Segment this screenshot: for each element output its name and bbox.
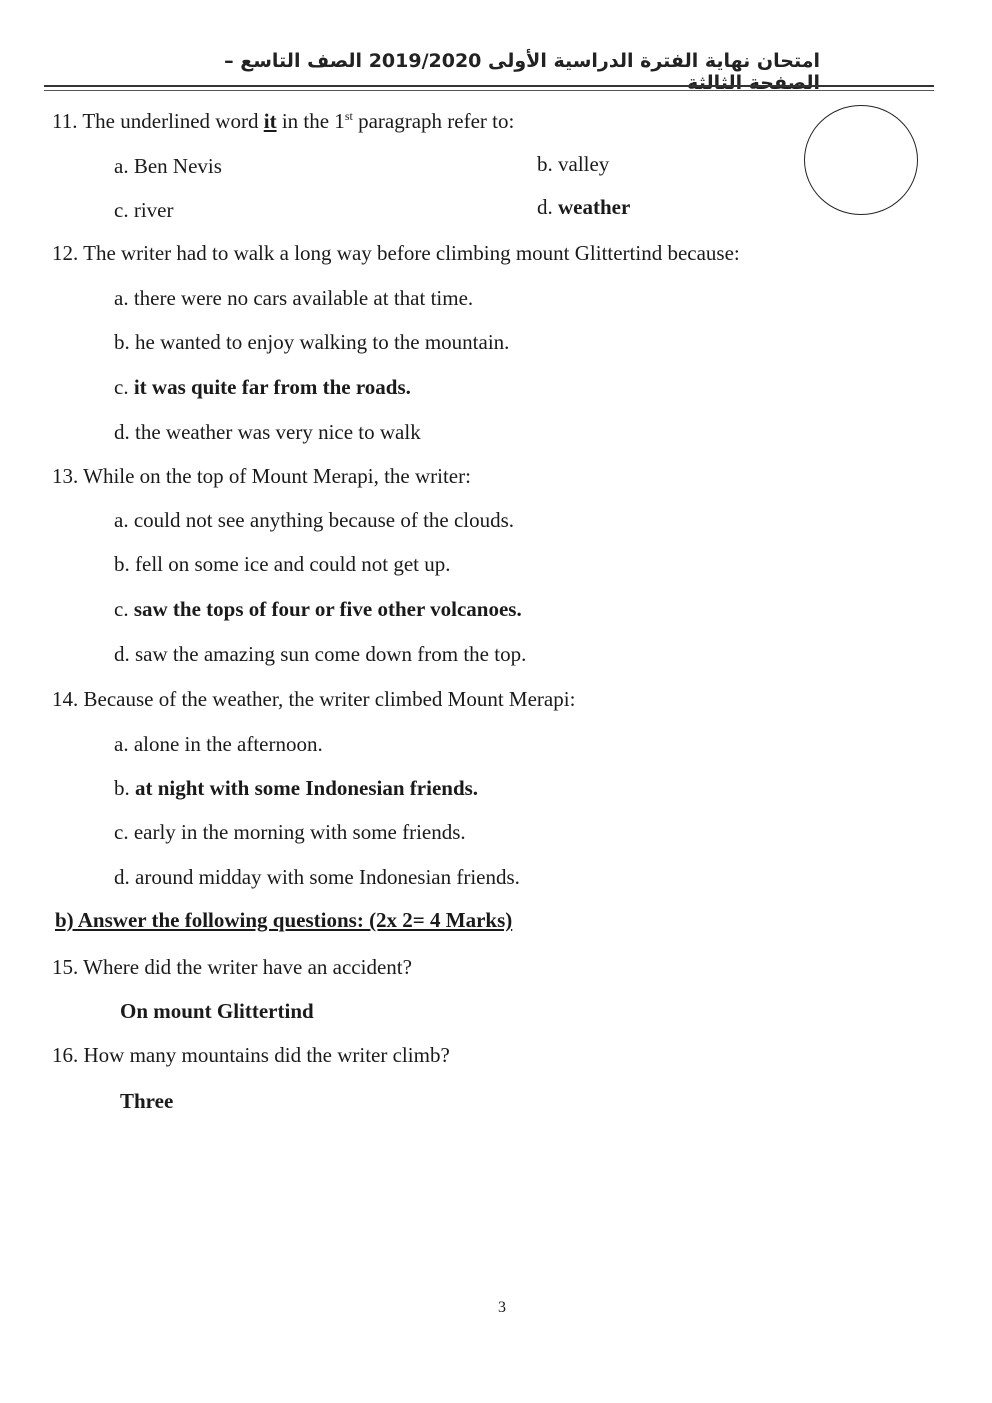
option-14a: a. alone in the afternoon.	[114, 732, 323, 756]
option-11d	[537, 195, 630, 220]
option-letter: c.	[114, 375, 129, 399]
option-12b: b. he wanted to enjoy walking to the mountain.	[114, 330, 510, 354]
option-14d: d. around midday with some Indonesian friends.	[114, 865, 520, 889]
option-13a: a. could not see anything because of the clouds.	[114, 508, 515, 532]
answer-16: Three	[120, 1089, 174, 1113]
question-12: 12. The writer had to walk a long way before climbing mount Glittertind because:	[52, 241, 740, 265]
option-12d: d. the weather was very nice to walk	[114, 420, 421, 444]
score-circle	[804, 105, 918, 215]
underlined-word: it	[263, 109, 277, 133]
page-number: 3	[498, 1299, 506, 1316]
correct-answer: weather	[558, 195, 631, 219]
option-11a: a. Ben Nevis	[114, 154, 222, 178]
ordinal-suffix: st	[344, 109, 353, 123]
option-12a: a. there were no cars available at that time.	[114, 286, 474, 310]
question-16: 16. How many mountains did the writer climb?	[52, 1043, 450, 1067]
question-13: 13. While on the top of Mount Merapi, the writer:	[52, 464, 471, 488]
question-text: paragraph refer to:	[358, 109, 515, 133]
correct-answer: it was quite far from the roads.	[133, 375, 411, 399]
question-text: The underlined word	[82, 109, 259, 133]
question-11	[52, 109, 514, 134]
question-number: 11.	[52, 109, 78, 133]
option-letter: b.	[114, 776, 130, 800]
section-heading: b) Answer the following questions: (2x 2= 4 Marks)	[55, 908, 513, 932]
header-rule	[44, 85, 934, 87]
option-14b	[114, 776, 478, 801]
question-15: 15. Where did the writer have an accident?	[52, 955, 412, 979]
option-11b: b. valley	[537, 152, 610, 176]
question-14: 14. Because of the weather, the writer climbed Mount Merapi:	[52, 687, 576, 711]
option-11c: c. river	[114, 198, 174, 222]
option-13d: d. saw the amazing sun come down from the top.	[114, 642, 527, 666]
option-letter: c.	[114, 597, 129, 621]
option-12c	[114, 375, 411, 400]
header-rule-thin	[44, 90, 934, 91]
correct-answer: at night with some Indonesian friends.	[135, 776, 479, 800]
option-13b: b. fell on some ice and could not get up.	[114, 552, 451, 576]
option-letter: d.	[537, 195, 553, 219]
option-13c	[114, 597, 522, 622]
option-14c: c. early in the morning with some friends.	[114, 820, 466, 844]
answer-15: On mount Glittertind	[120, 999, 314, 1023]
correct-answer: saw the tops of four or five other volcanoes.	[133, 597, 522, 621]
page-header: امتحان نهاية الفترة الدراسية الأولى 2019/2020 الصف التاسع – الصفحة الثالثة	[224, 50, 820, 94]
question-text: in the 1	[281, 109, 345, 133]
